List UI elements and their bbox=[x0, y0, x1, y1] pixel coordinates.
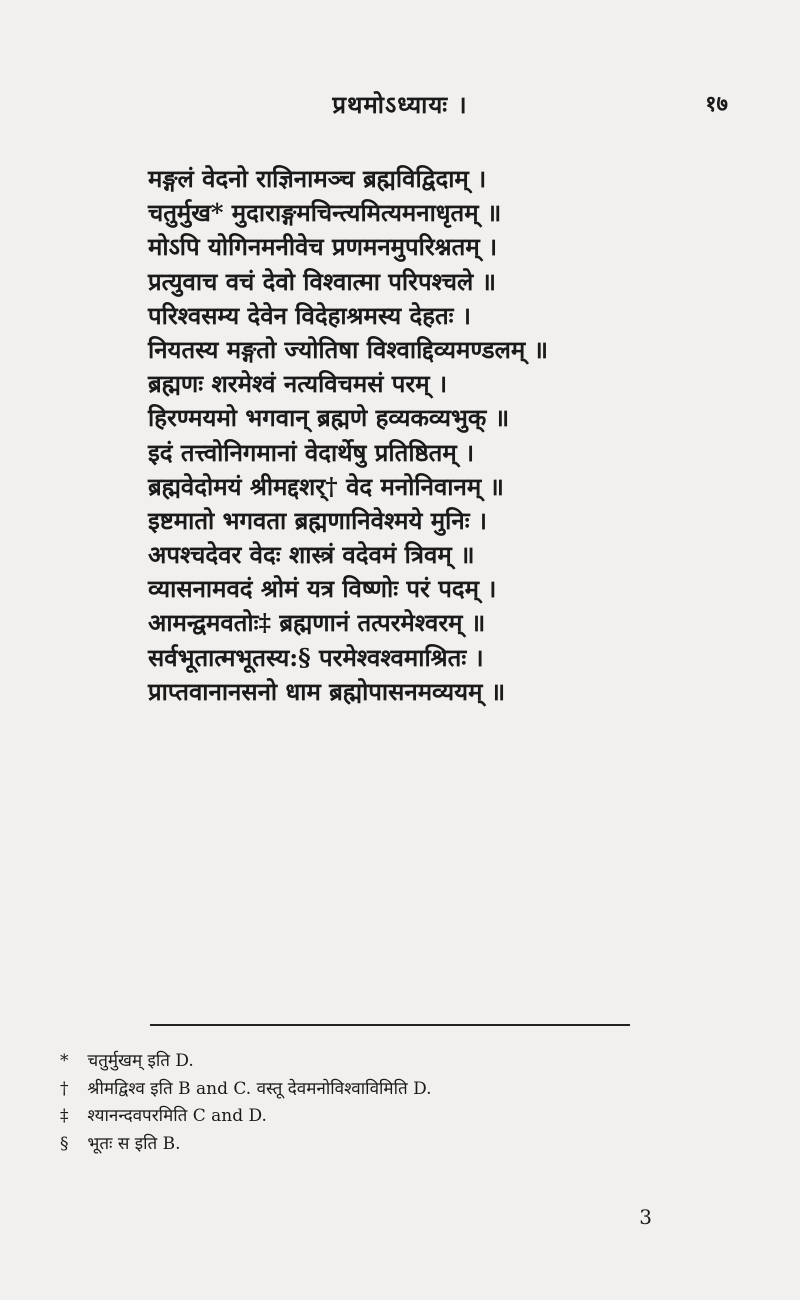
sheet-number: 3 bbox=[639, 1205, 652, 1229]
footnote-mark: † bbox=[60, 1078, 69, 1099]
footnote-text: श्रीमद्विश्व इति B and C. वस्तू देवमनोविश्वाविमिति D. bbox=[87, 1078, 432, 1099]
verse-line: प्रत्युवाच वचं देवो विश्वात्मा परिपश्चले ॥ bbox=[148, 266, 497, 296]
verse-line: इदं तत्त्वोनिगमानां वेदार्थेषु प्रतिष्ठितम् । bbox=[148, 437, 475, 467]
footnote-mark: ‡ bbox=[60, 1106, 69, 1126]
verse-line: परिश्वसम्य देवेन विदेहाश्रमस्य देहतः । bbox=[148, 300, 471, 330]
footnote-text: चतुर्मुखम् इति D. bbox=[87, 1051, 194, 1071]
verse-block bbox=[148, 162, 708, 709]
footnotes bbox=[60, 1048, 720, 1158]
verse-line: आमन्द्वमवतोः‡ ब्रह्मणानं तत्परमेश्वरम् ॥ bbox=[148, 608, 486, 638]
page-number: १७ bbox=[705, 91, 728, 117]
running-title: प्रथमोऽध्यायः । bbox=[332, 90, 468, 119]
verse-line: ब्रह्मवेदोमयं श्रीमद्दशर्† वेद मनोनिवानम् ॥ bbox=[148, 471, 504, 501]
verse-line: चतुर्मुख* मुदाराङ्गमचिन्त्यमित्यमनाधृतम् ॥ bbox=[148, 198, 502, 228]
verse-line: नियतस्य मङ्गतो ज्योतिषा विश्वाद्दिव्यमण्डलम् ॥ bbox=[148, 334, 548, 364]
verse-line: सर्वभूतात्मभूतस्य:§ परमेश्वश्वमाश्रितः । bbox=[148, 642, 484, 672]
footnote-mark: § bbox=[60, 1133, 69, 1154]
footnote-divider bbox=[150, 1024, 630, 1026]
footnote bbox=[60, 1103, 720, 1131]
verse-line: मङ्गलं वेदनो राज्ञिनामञ्च ब्रह्मविद्विदाम् । bbox=[148, 164, 487, 193]
verse-line: इष्टमातो भगवता ब्रह्मणानिवेश्मये मुनिः । bbox=[148, 505, 487, 535]
verse-line: मोऽपि योगिनमनीवेच प्रणमनमुपरिश्नतम् । bbox=[148, 232, 498, 262]
footnote bbox=[60, 1131, 720, 1159]
footnote bbox=[60, 1048, 720, 1076]
footnote-text: भूतः स इति B. bbox=[87, 1133, 181, 1154]
footnote-mark: * bbox=[60, 1051, 69, 1071]
page-header bbox=[0, 88, 800, 128]
verse-line: प्राप्तवानानसनो धाम ब्रह्मोपासनमव्ययम् ॥ bbox=[148, 676, 506, 706]
verse-line: अपश्चदेवर वेदः शास्त्रं वदेवमं त्रिवम् ॥ bbox=[148, 540, 475, 570]
verse-line: ब्रह्मणः शरमेश्वं नत्यविचमसं परम् । bbox=[148, 369, 448, 399]
footnote bbox=[60, 1076, 720, 1104]
verse-line: व्यासनामवदं श्रोमं यत्र विष्णोः परं पदम् । bbox=[148, 574, 497, 604]
footnote-text: श्यानन्दवपरमिति C and D. bbox=[87, 1106, 267, 1126]
verse-line: हिरण्मयमो भगवान् ब्रह्मणे हव्यकव्यभुक् ॥ bbox=[148, 403, 510, 433]
